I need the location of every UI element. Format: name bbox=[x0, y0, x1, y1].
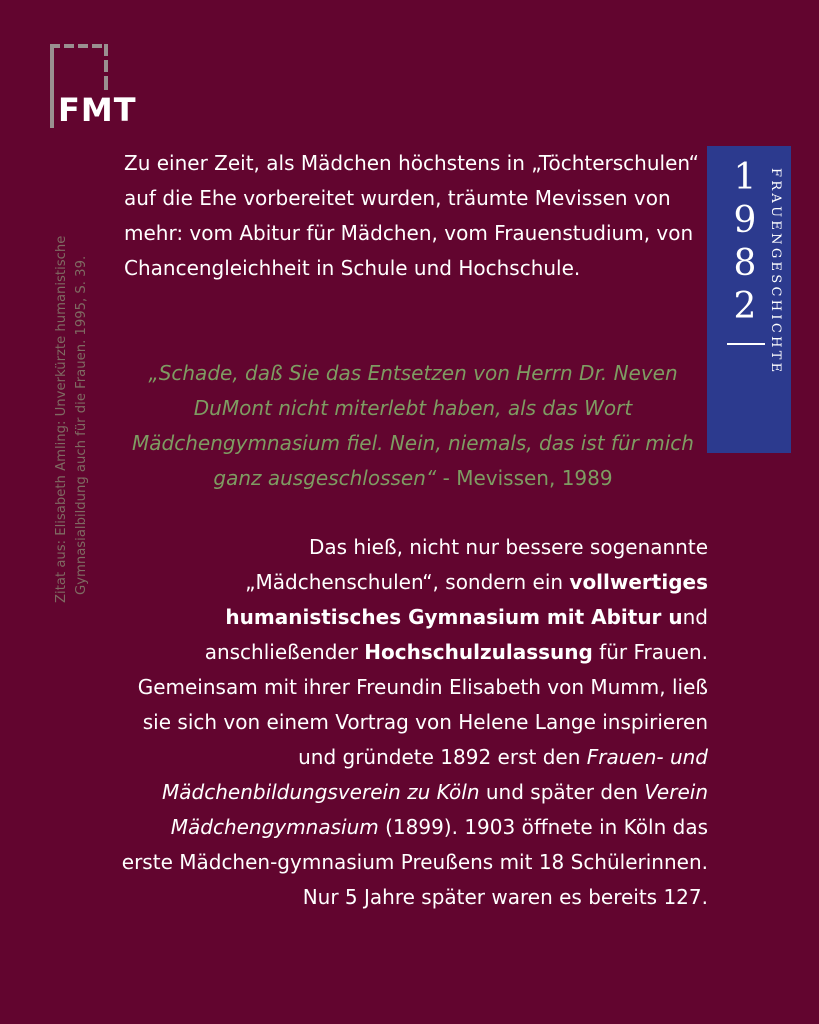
intro-paragraph: Zu einer Zeit, als Mädchen höchstens in „Töchterschulen“ auf die Ehe vorbereitet wurden, träumte Mevissen von mehr: vom Abitur für Mädchen, vom Frauenstudium, von Chancengleichheit in Schule und Hochschule. bbox=[124, 151, 699, 280]
quote-attribution: - Mevissen, 1989 bbox=[436, 466, 613, 490]
year-topic-tag bbox=[707, 146, 791, 453]
body-italic-1: Frauen- und Mädchenbildungsverein zu Köln bbox=[162, 745, 708, 804]
body-text-4: und später den bbox=[479, 780, 645, 804]
topic-label: FRAUENGESCHICHTE bbox=[768, 168, 783, 376]
body-text-1: Das hieß, nicht nur bessere sogenannte „Mädchenschulen“, sondern ein bbox=[245, 535, 708, 594]
body-text-3: für Frauen. Gemeinsam mit ihrer Freundin Elisabeth von Mumm, ließ sie sich von einem Vortrag von Helene Lange inspirieren und gründete 1892 erst den bbox=[137, 640, 708, 769]
body-bold-1: vollwertiges humanistisches Gymnasium mit Abitur u bbox=[225, 570, 708, 629]
mevissen-quote bbox=[118, 356, 708, 496]
body-text-2: nd anschließender bbox=[204, 605, 708, 664]
year-digit: 8 bbox=[733, 243, 757, 284]
year-digit: 9 bbox=[733, 200, 757, 241]
year-digit: 2 bbox=[733, 286, 757, 327]
citation-line-2: Gymnasialbildung auch für die Frauen. 1995, S. 39. bbox=[74, 255, 89, 595]
quote-text: „Schade, daß Sie das Entsetzen von Herrn Dr. Neven DuMont nicht miterlebt haben, als das Wort Mädchengymnasium fiel. Nein, niemals, das ist für mich ganz ausgeschlossen“ bbox=[132, 361, 694, 490]
body-bold-2: Hochschulzulassung bbox=[364, 640, 593, 664]
source-citation bbox=[52, 133, 92, 603]
body-paragraph bbox=[114, 530, 708, 915]
year-digit: 1 bbox=[733, 157, 757, 198]
body-italic-2: Verein Mädchengymnasium bbox=[170, 780, 708, 839]
year-underline bbox=[727, 343, 765, 345]
citation-line-1: Zitat aus: Elisabeth Amling: Unverkürzte humanistische bbox=[54, 235, 69, 603]
body-text-5: (1899). 1903 öffnete in Köln das erste Mädchen-gymnasium Preußens mit 18 Schülerinnen. Nur 5 Jahre später waren es bereits 127. bbox=[121, 815, 708, 909]
year-label bbox=[727, 156, 763, 328]
fmt-logo-text: FMT bbox=[58, 91, 137, 129]
